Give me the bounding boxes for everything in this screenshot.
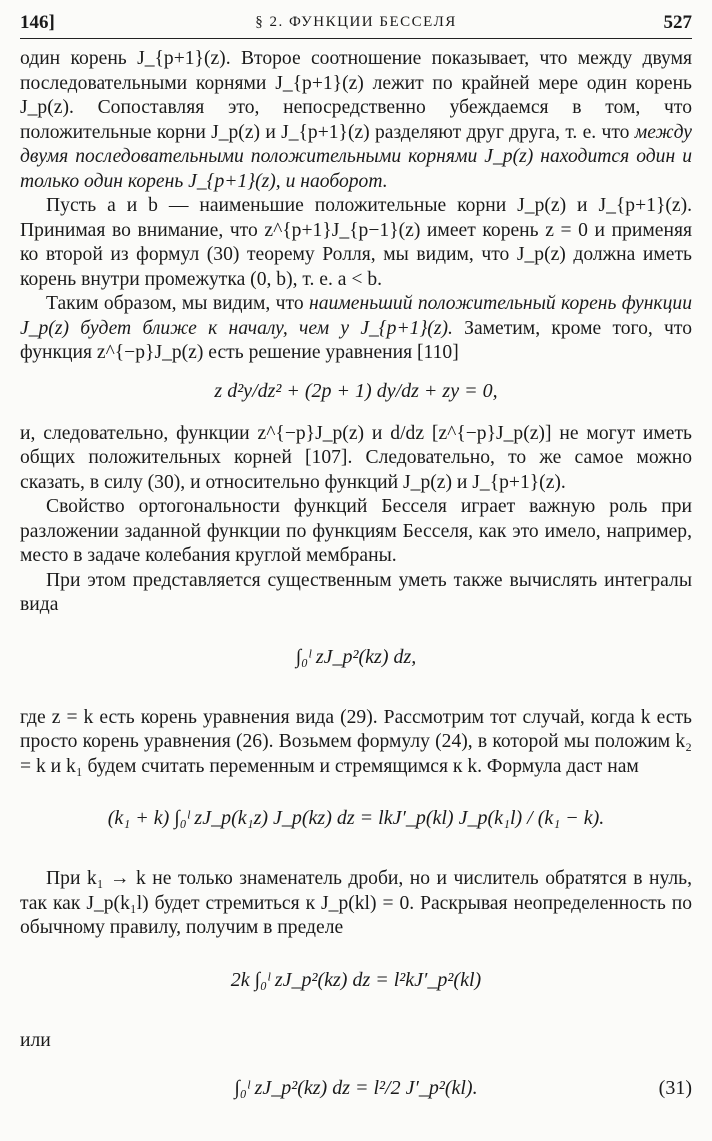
- running-title: § 2. ФУНКЦИИ БЕССЕЛЯ: [255, 14, 457, 30]
- paragraph-6: При этом представляется существенным уметь также вычислять интегралы вида: [20, 569, 692, 615]
- paragraph-2: Пусть a и b — наименьшие положительные корни J_p(z) и J_{p+1}(z). Принимая во внимание, что z^{p+1}J_{p−1}(z) имеет корень z = 0 и применяя ко второй из формул (30) теорему Ролля, мы видим, что J_p(z) должна иметь корень внутри промежутка (0, b), т. е. a < b.: [20, 195, 692, 290]
- paragraph-3: [20, 292, 692, 366]
- paragraph-3-text-b: Заметим, кроме того, что функция z^{−p}J_p(z) есть решение уравнения [110]: [20, 317, 692, 363]
- equation-2-text: ∫₀ˡ zJ_p²(kz) dz,: [295, 645, 417, 668]
- equation-1-text: z d²y/dz² + (2p + 1) dy/dz + zy = 0,: [214, 379, 498, 402]
- paragraph-3-emphasis: наименьший положительный корень функции J_p(z) будет ближе к началу, чем у J_{p+1}(z).: [20, 293, 692, 339]
- paragraph-9: или: [20, 1029, 51, 1051]
- book-page: [20, 8, 692, 1141]
- paragraph-3-text-a: Таким образом, мы видим, что: [46, 293, 304, 314]
- equation-1: [20, 366, 692, 422]
- paragraph-4: и, следовательно, функции z^{−p}J_p(z) и d/dz [z^{−p}J_p(z)] не могут иметь общих положительных корней [107]. Следовательно, то же самое можно сказать, в силу (30), и относительно функций J_p(z) и J_{p+1}(z).: [20, 422, 692, 493]
- equation-5: [20, 1053, 692, 1141]
- paragraph-1: [20, 47, 692, 194]
- equation-4-text: 2k ∫₀ˡ zJ_p²(kz) dz = l²kJ′_p²(kl): [230, 968, 482, 991]
- running-header: [20, 8, 692, 36]
- paragraph-1-emphasis: между двумя последовательными положительными корнями J_p(z) находится один и только один корень J_{p+1}(z), и наоборот.: [20, 121, 692, 192]
- header-rule: [20, 38, 692, 39]
- equation-3: [20, 779, 692, 867]
- equation-5-number: (31): [658, 1077, 692, 1099]
- equation-3-text: (k₁ + k) ∫₀ˡ zJ_p(k₁z) J_p(kz) dz = lkJ′_p(kl) J_p(k₁l) / (k₁ − k).: [107, 807, 605, 829]
- paragraph-8: При k₁ → k не только знаменатель дроби, но и числитель обратятся в нуль, так как J_p(k₁l) будет стремиться к J_p(kl) = 0. Раскрывая неопределенность по обычному правилу, получим в пределе: [20, 868, 692, 938]
- equation-2: [20, 618, 692, 706]
- equation-5-text: ∫₀ˡ zJ_p²(kz) dz = l²/2 J′_p²(kl).: [234, 1077, 478, 1099]
- page-number: 527: [663, 12, 692, 33]
- paragraph-5: Свойство ортогональности функций Бесселя играет важную роль при разложении заданной функции по функциям Бесселя, как это имело, например, место в задаче колебания круглой мембраны.: [20, 496, 692, 566]
- paragraph-7: где z = k есть корень уравнения вида (29). Рассмотрим тот случай, когда k есть просто корень уравнения (26). Возьмем формулу (24), в которой мы положим k₂ = k и k₁ будем считать переменным и стремящимся к k. Формула даст нам: [20, 706, 692, 777]
- paragraph-1-text: один корень J_{p+1}(z). Второе соотношение показывает, что между двумя последовательными корнями J_{p+1}(z) лежит по крайней мере один корень J_p(z). Сопоставляя это, непосредственно убеждаемся в том, что положительные корни J_p(z) и J_{p+1}(z) разделяют друг друга, т. е. что: [20, 48, 692, 143]
- equation-4: [20, 941, 692, 1029]
- section-number: 146]: [20, 12, 55, 33]
